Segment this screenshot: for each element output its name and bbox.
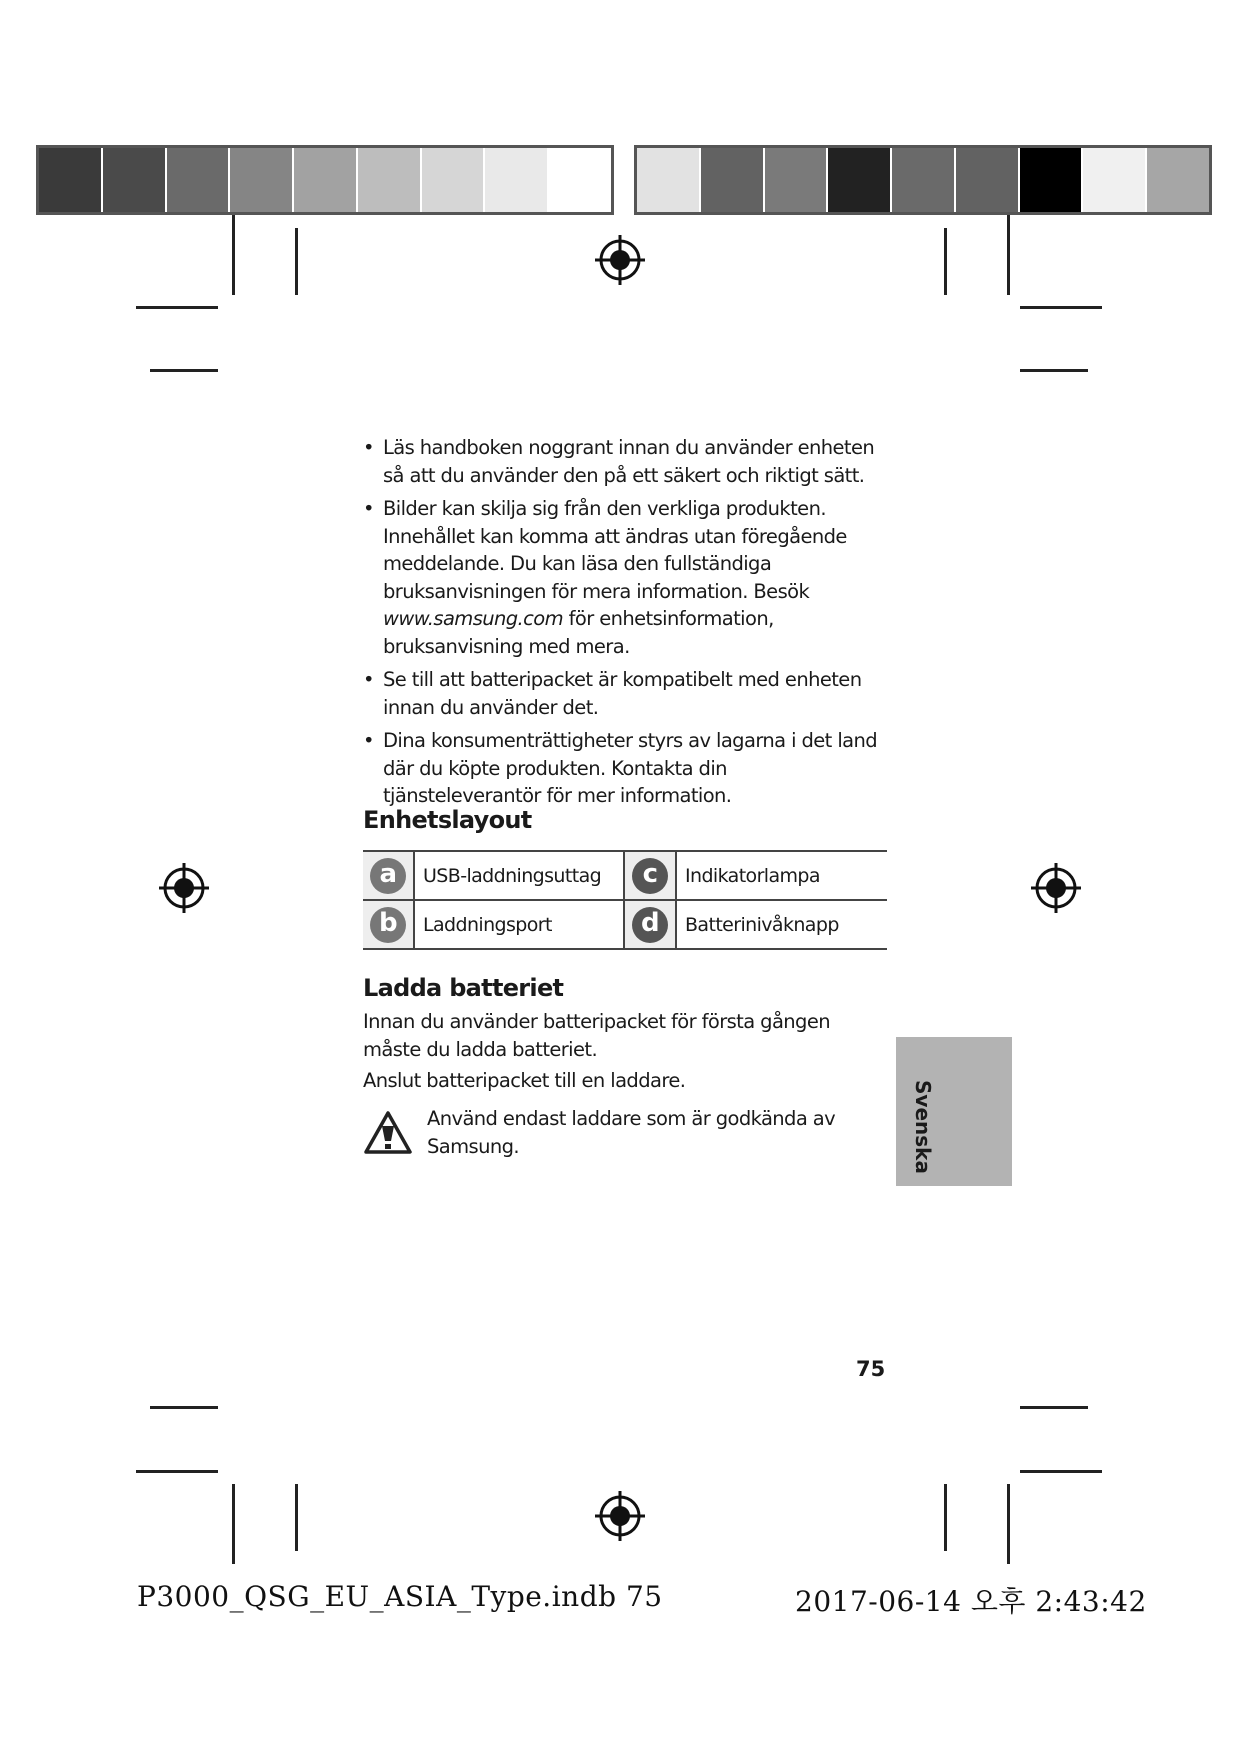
device-layout-heading: Enhetslayout	[363, 806, 532, 834]
badge-a: a	[370, 858, 406, 894]
bullet-item: • Läs handboken noggrant innan du använder enheten så att du använder den på ett säkert och riktigt sätt.	[363, 434, 888, 489]
color-swatch	[701, 148, 765, 212]
color-swatch	[1020, 148, 1084, 212]
color-swatch	[1083, 148, 1147, 212]
badge-c: c	[632, 858, 668, 894]
crop-mark	[1007, 215, 1010, 295]
crop-mark	[295, 228, 298, 295]
crop-mark	[232, 215, 235, 295]
layout-label: Batterinivåknapp	[676, 900, 887, 949]
color-swatch	[167, 148, 231, 212]
color-swatch	[103, 148, 167, 212]
footer-filename: P3000_QSG_EU_ASIA_Type.indb 75	[137, 1580, 663, 1613]
color-calibration-bar-right	[634, 145, 1212, 215]
warning-triangle-icon	[363, 1110, 413, 1156]
registration-mark-icon	[1029, 861, 1083, 915]
crop-mark	[1020, 1406, 1088, 1409]
samsung-website-link[interactable]: www.samsung.com	[383, 607, 564, 630]
table-row	[363, 851, 887, 900]
charge-battery-heading: Ladda batteriet	[363, 974, 564, 1002]
crop-mark	[150, 1406, 218, 1409]
crop-mark	[944, 228, 947, 295]
color-calibration-bar-left	[36, 145, 614, 215]
registration-mark-icon	[157, 861, 211, 915]
language-tab-label: Svenska	[911, 1080, 935, 1174]
badge-d: d	[632, 907, 668, 943]
bullet-item: • Bilder kan skilja sig från den verkliga produkten. Innehållet kan komma att ändras utan föregående meddelande. Du kan läsa den fullständiga bruksanvisningen för mera information. Besök www.samsung.com för enhetsinformation, bruksanvisning med mera.	[363, 495, 888, 660]
color-swatch	[1147, 148, 1209, 212]
crop-mark	[295, 1484, 298, 1551]
color-swatch	[549, 148, 611, 212]
table-row	[363, 900, 887, 949]
color-swatch	[485, 148, 549, 212]
crop-mark	[1020, 1470, 1102, 1473]
layout-label: Laddningsport	[414, 900, 624, 949]
crop-mark	[150, 369, 218, 372]
layout-label: USB-laddningsuttag	[414, 851, 624, 900]
badge-b: b	[370, 907, 406, 943]
color-swatch	[294, 148, 358, 212]
crop-mark	[136, 1470, 218, 1473]
crop-mark	[232, 1484, 235, 1564]
color-swatch	[358, 148, 422, 212]
color-swatch	[422, 148, 486, 212]
color-swatch	[892, 148, 956, 212]
footer-timestamp: 2017-06-14 오후 2:43:42	[795, 1585, 1147, 1618]
color-swatch	[956, 148, 1020, 212]
registration-mark-icon	[593, 233, 647, 287]
crop-mark	[1020, 369, 1088, 372]
crop-mark	[944, 1484, 947, 1551]
crop-mark	[1020, 306, 1102, 309]
layout-label: Indikatorlampa	[676, 851, 887, 900]
color-swatch	[39, 148, 103, 212]
charge-paragraph: Anslut batteripacket till en laddare.	[363, 1069, 686, 1092]
color-swatch	[828, 148, 892, 212]
registration-mark-icon	[593, 1489, 647, 1543]
crop-mark	[136, 306, 218, 309]
intro-bullets	[363, 434, 888, 816]
device-layout-table	[363, 850, 887, 950]
bullet-item: • Se till att batteripacket är kompatibelt med enheten innan du använder det.	[363, 666, 888, 721]
warning-text: Använd endast laddare som är godkända av Samsung.	[427, 1107, 836, 1158]
crop-mark	[1007, 1484, 1010, 1564]
bullet-item: • Dina konsumenträttigheter styrs av lagarna i det land där du köpte produkten. Kontakta din tjänsteleverantör för mer information.	[363, 727, 888, 810]
color-swatch	[637, 148, 701, 212]
color-swatch	[765, 148, 829, 212]
page-number: 75	[856, 1357, 886, 1381]
color-swatch	[230, 148, 294, 212]
charge-paragraph: Innan du använder batteripacket för första gången måste du ladda batteriet.	[363, 1010, 830, 1061]
